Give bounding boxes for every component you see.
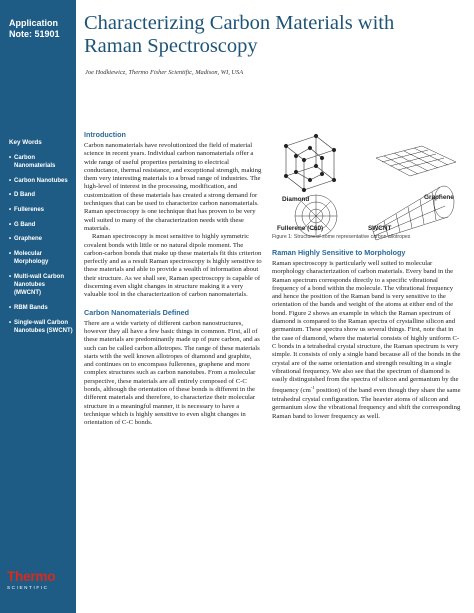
- app-note-line1: Application: [9, 18, 58, 28]
- application-note-label: [9, 18, 73, 40]
- diamond-label: Diamond: [282, 196, 310, 203]
- keyword-item: • Carbon Nanotubes: [9, 177, 73, 185]
- defined-paragraph-1: There are a wide variety of different carbon nanostructures, however they all have a few basic things in common. First, all of these materials are predominantly made up of pure carbon, and as such can be called carbon allotropes. The range of these materials starts with the well known allotropes of diamond and graphite, and continues on to encompass fullerenes, graphene and more complex structures such as carbon nanotubes. From a molecular perspective, these materials are all entirely composed of C-C bonds, although the orientation of these bonds is different in the different materials and therefore, to characterize their molecular structure in a meaningful manner, it is necessary to have a technique which is highly sensitive to even slight changes in orientation of C-C bonds.: [84, 319, 260, 427]
- keyword-item: • Fullerenes: [9, 206, 73, 214]
- keyword-item: • Single-wall Carbon Nanotubes (SWCNT): [9, 319, 73, 336]
- app-note-line2: Note: 51901: [9, 29, 60, 39]
- keywords-list: [9, 154, 73, 335]
- introduction-heading: Introduction: [84, 130, 126, 139]
- author-byline: Joe Hodkiewicz, Thermo Fisher Scientific, Madison, WI, USA: [85, 69, 244, 76]
- keyword-item: • D Band: [9, 191, 73, 199]
- nanomaterials-defined-heading: Carbon Nanomaterials Defined: [84, 307, 190, 317]
- thermo-scientific-logo: [7, 570, 73, 606]
- intro-paragraph-1: Carbon nanomaterials have revolutionized the field of material science in recent years. Individual carbon nanomaterials offer a wide range of useful properties pertaining to electrical conductance, thermal resistance, and exceptional strength, making them very interesting materials to a broad range of industries. The high-level of interest in the processing, modification, and customization of these materials has created a strong demand for techniques that can be used to characterize carbon nanomaterials. Raman spectroscopy is one technique that has proven to be very well suited to many of the characterization needs with these materials.: [84, 142, 262, 232]
- sidebar: [0, 0, 76, 613]
- graphene-label: Graphene: [424, 194, 454, 201]
- left-column: [84, 130, 262, 428]
- keyword-item: • RBM Bands: [9, 304, 73, 312]
- keyword-item: • Molecular Morphology: [9, 250, 73, 267]
- logo-wordmark: Thermo: [7, 569, 56, 584]
- keyword-item: • G Band: [9, 221, 73, 229]
- page-title: [84, 12, 468, 58]
- keyword-item: • Carbon Nanomaterials: [9, 154, 73, 171]
- diamond-structure: [284, 134, 336, 192]
- fullerene-label: Fullerene (C60): [277, 225, 324, 232]
- keywords-title: Key Words: [9, 139, 42, 146]
- title-line1: Characterizing Carbon Materials with: [84, 12, 395, 34]
- intro-paragraph-2: Raman spectroscopy is most sensitive to highly symmetric covalent bonds with little or no natural dipole moment. The carbon-carbon bonds that make up these materials fit this criterion perfectly and as a result Raman spectroscopy is highly sensitive to these materials and able to provide a wealth of information about their structure. As we shall see, Raman spectroscopy is capable of discerning even slight changes in structure making it a very valuable tool in the characterization of carbon nanomaterials.: [84, 233, 262, 299]
- swcnt-label: SWCNT: [368, 225, 392, 232]
- wavenumber-superscript: -1: [310, 385, 315, 391]
- morphology-heading: Raman Highly Sensitive to Morphology: [272, 248, 406, 257]
- logo-subtitle: SCIENTIFIC: [7, 585, 49, 590]
- right-column: [272, 248, 462, 421]
- graphene-structure: [376, 146, 456, 176]
- figure-caption: Figure 1: Structure of some representative carbon allotropes: [272, 234, 411, 240]
- morphology-text-a: Raman spectroscopy is particularly well suited to molecular morphology characterization of carbon materials. Every band in the Raman spectrum corresponds directly to a specific vibrational frequency of a bond within the molecule. The vibrational frequency and hence the position of the Raman band is very sensitive to the orientation of the bands and weight of the atoms at either end of the bond. Figure 2 shows an example in which the Raman spectrum of diamond is compared to the Raman spectra of crystalline silicon and germanium. These spectra show us several things. First, note that in the case of diamond, where the material consists of highly uniform C-C bonds in a tetrahedral crystal structure, the Raman spectrum is very simple. It consists of only a single band because all of the bonds in the crystal are of the same orientation and strength resulting in a single vibrational frequency. We also see that the spectrum of diamond is easily distinguished from the spectra of silicon and germanium by the frequency (cm: [272, 260, 461, 395]
- keywords-panel: [9, 139, 73, 341]
- title-line2: Raman Spectroscopy: [84, 35, 258, 57]
- morphology-paragraph-1: [272, 260, 462, 421]
- keyword-item: • Multi-wall Carbon Nanotubes (MWCNT): [9, 273, 73, 298]
- morphology-text-b: position) of the band even though they share the same tetrahedral crystal configuration. The heavier atoms of silicon and germanium slow the vibrational frequency and shift the corresponding Raman band to lower frequency as well.: [272, 387, 461, 420]
- keyword-item: • Graphene: [9, 235, 73, 243]
